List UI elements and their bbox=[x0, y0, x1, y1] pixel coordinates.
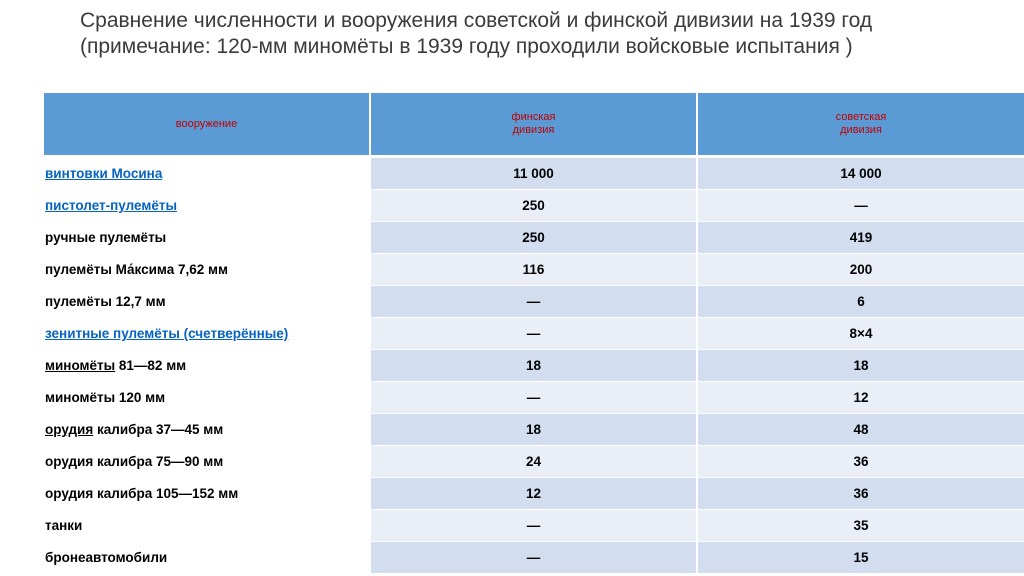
link-aa-machine-guns[interactable]: зенитные пулемёты (счетверённые) bbox=[45, 326, 289, 341]
link-guns[interactable]: орудия bbox=[45, 422, 94, 437]
table-row bbox=[44, 286, 1024, 318]
row-name-cell bbox=[44, 318, 370, 350]
row-name-text: орудия калибра 75—90 мм bbox=[45, 454, 224, 469]
header-soviet-division bbox=[697, 93, 1024, 157]
header-soviet-line1: советская bbox=[835, 111, 887, 123]
header-finnish-line2: дивизия bbox=[512, 124, 555, 136]
row-name-cell bbox=[44, 157, 370, 190]
table-row bbox=[44, 350, 1024, 382]
finnish-value: — bbox=[370, 318, 697, 350]
soviet-value: 48 bbox=[697, 414, 1024, 446]
row-name-text: бронеавтомобили bbox=[45, 550, 168, 565]
finnish-value: 12 bbox=[370, 478, 697, 510]
table-row bbox=[44, 382, 1024, 414]
row-name-cell bbox=[44, 542, 370, 574]
finnish-value: — bbox=[370, 542, 697, 574]
table-row bbox=[44, 157, 1024, 190]
soviet-value: 35 bbox=[697, 510, 1024, 542]
row-name-cell bbox=[44, 254, 370, 286]
row-name-text: танки bbox=[45, 518, 83, 533]
row-name-cell bbox=[44, 286, 370, 318]
table-row bbox=[44, 190, 1024, 222]
soviet-value: 12 bbox=[697, 382, 1024, 414]
table-row bbox=[44, 446, 1024, 478]
row-name-text: ручные пулемёты bbox=[45, 230, 167, 245]
header-soviet-line2: дивизия bbox=[840, 124, 882, 136]
table-row bbox=[44, 478, 1024, 510]
header-weapon bbox=[44, 93, 370, 157]
row-name-rest: 81—82 мм bbox=[115, 358, 187, 373]
link-mosin-rifles[interactable]: винтовки Мосина bbox=[45, 166, 163, 181]
link-mortars[interactable]: миномёты bbox=[45, 358, 116, 373]
soviet-value: — bbox=[697, 190, 1024, 222]
soviet-value: 15 bbox=[697, 542, 1024, 574]
row-name-rest: калибра 37—45 мм bbox=[93, 422, 224, 437]
finnish-value: — bbox=[370, 382, 697, 414]
row-name-cell bbox=[44, 350, 370, 382]
title-line-2: (примечание: 120-мм миномёты в 1939 году проходили войсковые испытания ) bbox=[80, 35, 853, 58]
header-row bbox=[44, 93, 1024, 157]
finnish-value: 250 bbox=[370, 222, 697, 254]
finnish-value: 11 000 bbox=[370, 157, 697, 190]
row-name-cell bbox=[44, 382, 370, 414]
comparison-table bbox=[44, 93, 1024, 574]
table-row bbox=[44, 542, 1024, 574]
table-row bbox=[44, 510, 1024, 542]
soviet-value: 36 bbox=[697, 478, 1024, 510]
finnish-value: 18 bbox=[370, 414, 697, 446]
row-name-cell bbox=[44, 510, 370, 542]
table-body bbox=[44, 157, 1024, 574]
header-finnish-line1: финская bbox=[511, 111, 556, 123]
soviet-value: 200 bbox=[697, 254, 1024, 286]
soviet-value: 6 bbox=[697, 286, 1024, 318]
finnish-value: 18 bbox=[370, 350, 697, 382]
row-name-text: пулемёты Ма́ксима 7,62 мм bbox=[45, 262, 228, 277]
row-name-cell bbox=[44, 414, 370, 446]
row-name-text: орудия калибра 105—152 мм bbox=[45, 486, 239, 501]
comparison-table-container bbox=[44, 93, 1024, 574]
table-row bbox=[44, 318, 1024, 350]
table-header bbox=[44, 93, 1024, 157]
finnish-value: — bbox=[370, 286, 697, 318]
soviet-value: 14 000 bbox=[697, 157, 1024, 190]
header-finnish-division bbox=[370, 93, 697, 157]
title-line-1: Сравнение численности и вооружения советской и финской дивизии на 1939 год bbox=[80, 9, 873, 32]
slide-title bbox=[80, 8, 1000, 60]
finnish-value: 24 bbox=[370, 446, 697, 478]
table-row bbox=[44, 254, 1024, 286]
soviet-value: 36 bbox=[697, 446, 1024, 478]
soviet-value: 18 bbox=[697, 350, 1024, 382]
link-submachine-guns[interactable]: пистолет-пулемёты bbox=[45, 198, 177, 213]
finnish-value: — bbox=[370, 510, 697, 542]
row-name-cell bbox=[44, 222, 370, 254]
soviet-value: 419 bbox=[697, 222, 1024, 254]
row-name-cell bbox=[44, 478, 370, 510]
table-row bbox=[44, 414, 1024, 446]
finnish-value: 116 bbox=[370, 254, 697, 286]
row-name-cell bbox=[44, 190, 370, 222]
row-name-text: миномёты 120 мм bbox=[45, 390, 166, 405]
finnish-value: 250 bbox=[370, 190, 697, 222]
header-weapon-label: вооружение bbox=[175, 117, 238, 130]
row-name-cell bbox=[44, 446, 370, 478]
row-name-text: пулемёты 12,7 мм bbox=[45, 294, 166, 309]
table-row bbox=[44, 222, 1024, 254]
soviet-value: 8×4 bbox=[697, 318, 1024, 350]
